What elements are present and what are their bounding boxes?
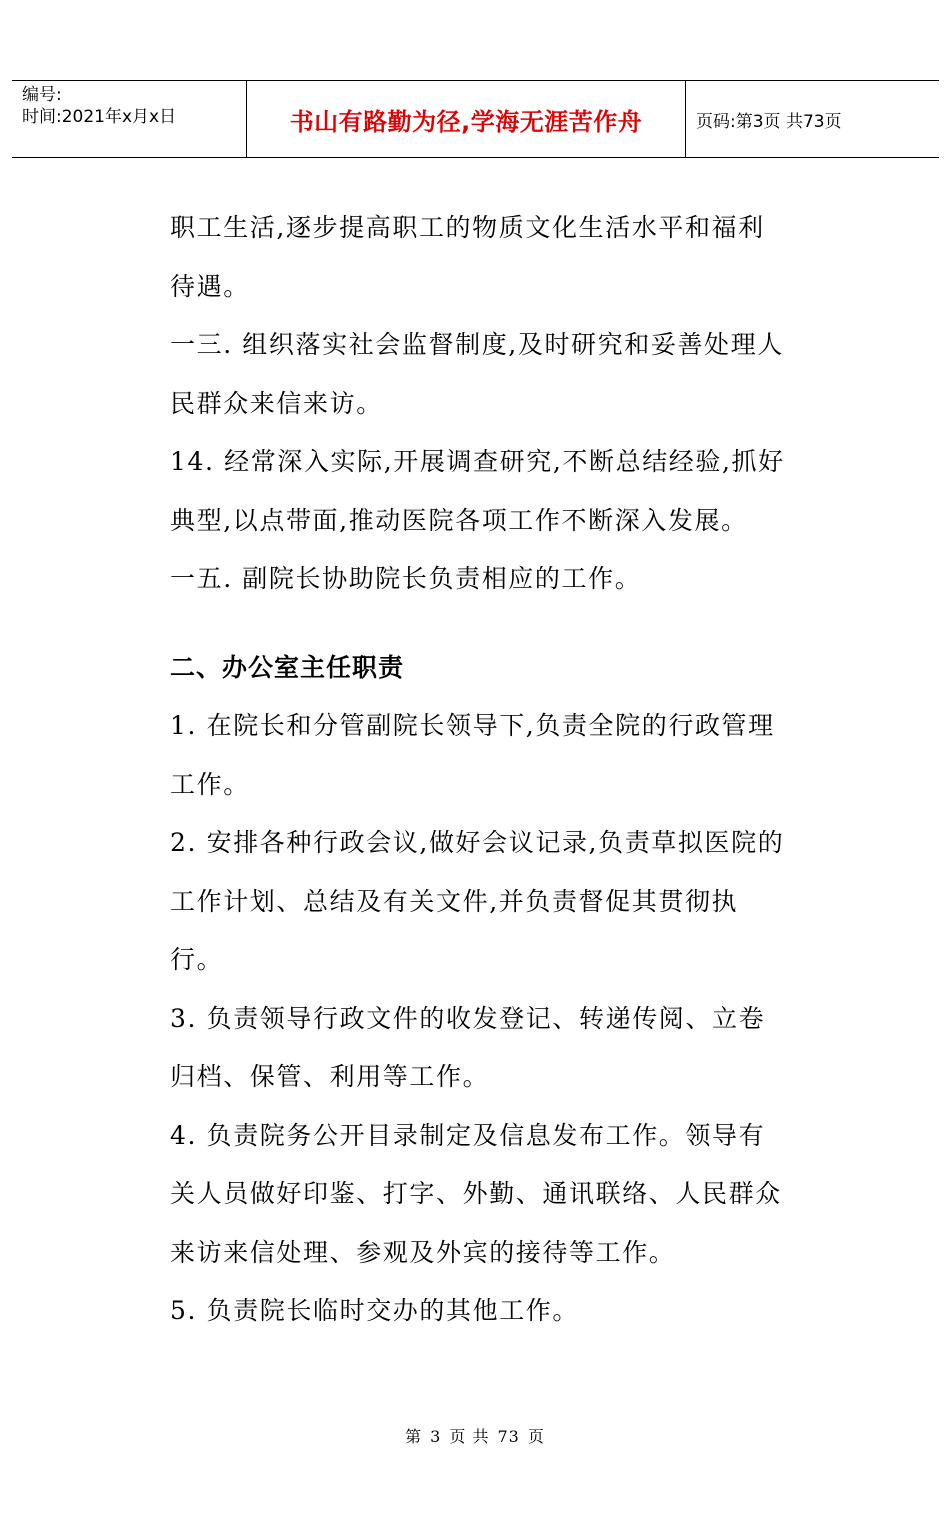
header-page-info: 页码:第3页 共73页 bbox=[696, 111, 842, 132]
page-header bbox=[12, 80, 939, 158]
footer-mid: 页 共 bbox=[449, 1427, 490, 1446]
document-number-label: 编号: bbox=[22, 85, 62, 105]
paragraph: 一五. 副院长协助院长负责相应的工作。 bbox=[170, 564, 642, 593]
paragraph: 1. 在院长和分管副院长领导下,负责全院的行政管理工作。 bbox=[170, 711, 775, 799]
footer-current-page: 3 bbox=[430, 1427, 442, 1446]
header-motto: 书山有路勤为径,学海无涯苦作舟 bbox=[247, 81, 686, 157]
page-footer bbox=[0, 1424, 950, 1447]
paragraph: 3. 负责领导行政文件的收发登记、转递传阅、立卷归档、保管、利用等工作。 bbox=[170, 1003, 766, 1091]
paragraph: 5. 负责院长临时交办的其他工作。 bbox=[170, 1296, 580, 1325]
paragraph: 一三. 组织落实社会监督制度,及时研究和妥善处理人民群众来信来访。 bbox=[170, 330, 784, 418]
paragraph: 2. 安排各种行政会议,做好会议记录,负责草拟医院的工作计划、总结及有关文件,并负责督促其贯彻执行。 bbox=[170, 828, 785, 974]
paragraph: 14. 经常深入实际,开展调查研究,不断总结经验,抓好典型,以点带面,推动医院各项工作不断深入发展。 bbox=[170, 447, 785, 535]
paragraph: 职工生活,逐步提高职工的物质文化生活水平和福利待遇。 bbox=[170, 213, 765, 301]
header-meta bbox=[12, 81, 247, 157]
footer-total-pages: 73 bbox=[497, 1427, 520, 1446]
paragraph: 4. 负责院务公开目录制定及信息发布工作。领导有关人员做好印鉴、打字、外勤、通讯联络、人民群众来访来信处理、参观及外宾的接待等工作。 bbox=[170, 1120, 782, 1267]
footer-suffix: 页 bbox=[527, 1427, 545, 1446]
document-date: 时间:2021年x月x日 bbox=[22, 107, 177, 127]
section-heading: 二、办公室主任职责 bbox=[170, 652, 405, 682]
document-body bbox=[170, 199, 790, 1341]
footer-prefix: 第 bbox=[405, 1427, 423, 1446]
